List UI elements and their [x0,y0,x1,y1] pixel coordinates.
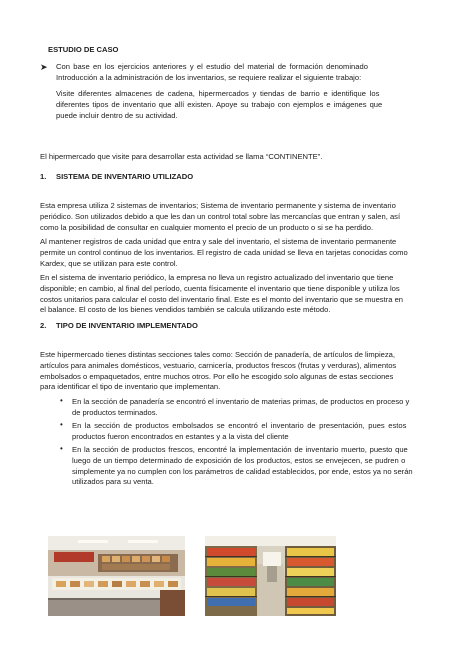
bullet-item-fresh-products: En la sección de productos frescos, encontré la implementación de inventario muerto, puesto que luego de un tiempo determinado de exposición de los productos, estos se envejecen, se pudren o simplemente ya no cumplen con los parámetros de calidad establecidos, por ende, estos ya no serán utilizados para su venta. [72,445,413,487]
section-1-paragraph-2: Al mantener registros de cada unidad que entra y sale del inventario, el sistema de inventario permanente permite un control continuo de los inventarios. El registro de cada unidad se lleva en tarjetas conocidas como Kardex, que se utilizan para este control. [40,237,408,268]
section-2-heading: TIPO DE INVENTARIO IMPLEMENTADO [56,321,198,330]
section-1-paragraph-3: En el sistema de inventario periódico, la empresa no lleva un registro actualizado del inventario que tiene disponible; en cambio, al final del período, cuenta físicamente el inventario que tiene disponible y utiliza los costos unitarios para calcular el costo del inventario final. Este es el monto del inventario que se muestra en el balance. El costo de los bienes vendidos también se calcula utilizando este método. [40,273,404,315]
section-1-paragraph-1: Esta empresa utiliza 2 sistemas de inventarios; Sistema de inventario permanente y sistema de inventario periódico. Son utilizados debido a que les dan un control total sobre las mercancías que entran y salen, así como la posibilidad de consultar en cualquier momento el precio de un producto o si se ha perdido. [40,201,401,232]
round-bullet-icon: • [60,444,63,453]
section-2-paragraph: Este hipermercado tienes distintas secciones tales como: Sección de panadería, de artículos de limpieza, artículos para animales domésticos, vestuario, carnicería, productos frescos (frutas y verduras), alimentos embolsados o empaquetados, entre muchos otros. Por ello he escogido solo algunas de estas secciones para identificar el tipo de inventario que implementan. [40,350,397,392]
section-1-heading: SISTEMA DE INVENTARIO UTILIZADO [56,172,194,181]
packaged-products-photo [205,536,336,616]
case-study-title: ESTUDIO DE CASO [48,45,119,54]
section-1-number: 1. [40,172,47,181]
arrowhead-bullet-icon: ➤ [40,62,48,72]
visited-store-sentence: El hipermercado que visite para desarrollar esta actividad se llama “CONTINENTE”. [40,152,323,161]
intro-paragraph: Con base en los ejercicios anteriores y el estudio del material de formación denominado Introducción a la administración de los inventarios, se requiere realizar el siguiente trabajo: [56,62,368,82]
round-bullet-icon: • [60,396,63,405]
task-paragraph: Visite diferentes almacenes de cadena, hipermercados y tiendas de barrio e identifique los diferentes tipos de inventario que allí existen. Apoye su trabajo con ejemplos e imágenes que puede incluir dentro de su actividad. [56,89,383,120]
round-bullet-icon: • [60,420,63,429]
bullet-item-bakery: En la sección de panadería se encontró el inventario de materias primas, de productos en proceso y de productos terminados. [72,397,410,417]
bullet-item-bagged-products: En la sección de productos embolsados se encontró el inventario de presentación, pues estos productos fueron encontrados en estantes y a la vista del cliente [72,421,407,441]
bakery-section-photo [48,536,185,616]
section-2-number: 2. [40,321,47,330]
